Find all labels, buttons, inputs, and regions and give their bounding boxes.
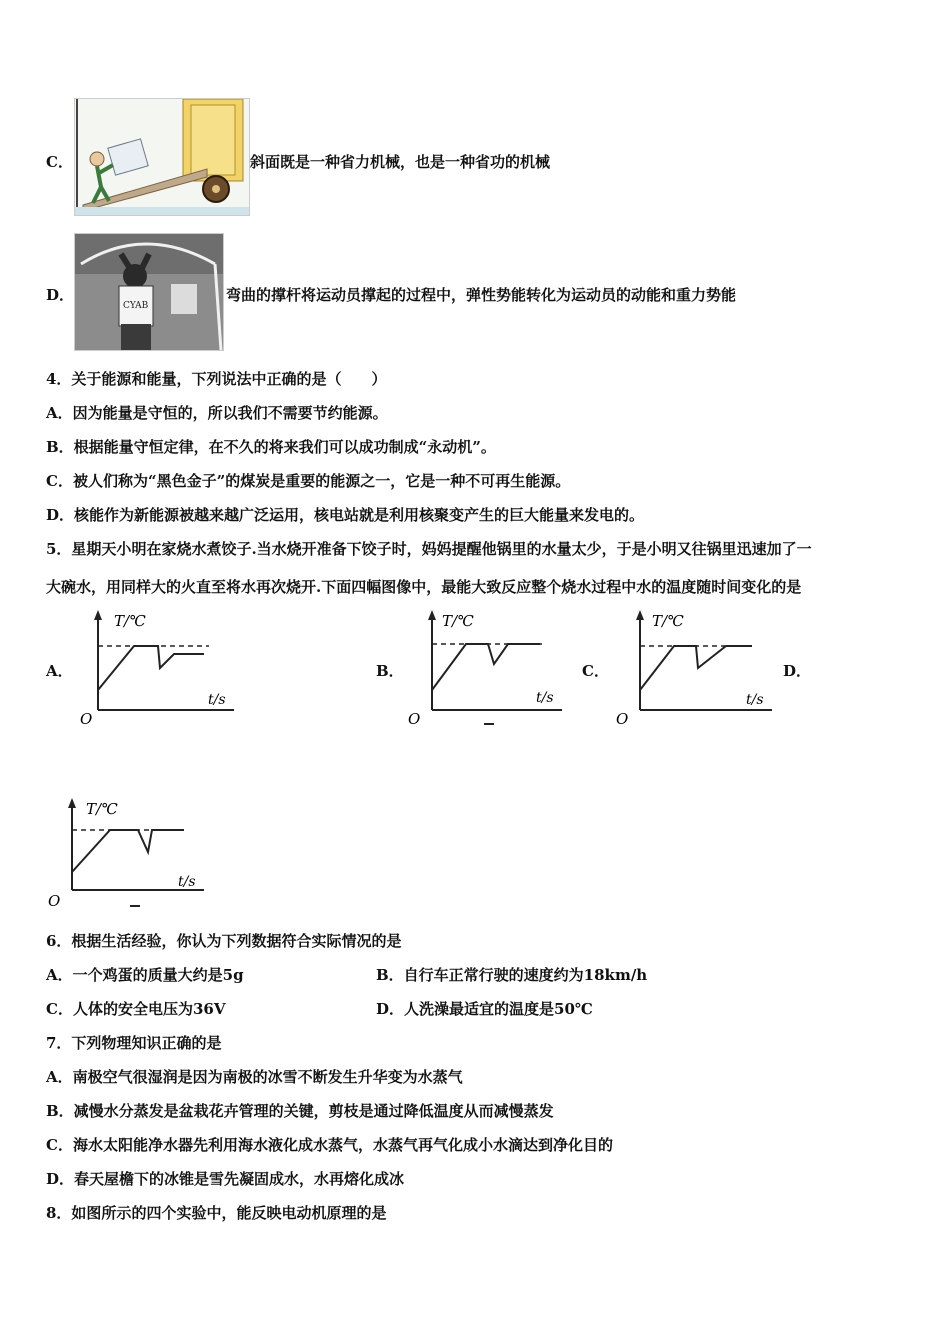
graph-b-origin: O	[408, 710, 421, 728]
graph-d	[44, 794, 214, 918]
graph-d-curve	[72, 830, 184, 872]
graph-c	[612, 606, 782, 730]
q8-stem: 8．如图所示的四个实验中，能反映电动机原理的是	[46, 1204, 387, 1222]
incline-cart-image	[74, 98, 250, 216]
graph-a-curve	[98, 646, 204, 690]
q7-stem: 7．下列物理知识正确的是	[46, 1034, 222, 1052]
q3-option-d-letter: D．	[46, 286, 75, 304]
graph-b	[404, 606, 574, 730]
q4-option-c: C．被人们称为“黑色金子”的煤炭是重要的能源之一，它是一种不可再生能源。	[46, 472, 571, 490]
pole-vault-photo	[75, 234, 223, 350]
incline-cart-illustration	[75, 99, 249, 215]
svg-text:CYAB: CYAB	[123, 301, 149, 311]
q5-option-a-letter: A．	[46, 662, 73, 680]
q5-stem-line2: 大碗水，用同样大的火直至将水再次烧开.下面四幅图像中，最能大致反应整个烧水过程中水的温度随时间变化的是	[46, 578, 802, 596]
q6-option-c: C．人体的安全电压为36V	[46, 1000, 226, 1018]
graph-a	[74, 606, 244, 730]
graph-b-x-label: t/s	[536, 690, 554, 706]
q5-stem-line1: 5．星期天小明在家烧水煮饺子.当水烧开准备下饺子时，妈妈提醒他锅里的水量太少，于是小明又往锅里迅速加了一	[46, 540, 812, 558]
q3-option-c-text: 斜面既是一种省力机械，也是一种省功的机械	[250, 153, 551, 171]
q4-option-d: D．核能作为新能源被越来越广泛运用，核电站就是利用核聚变产生的巨大能量来发电的。	[46, 506, 645, 524]
graph-c-origin: O	[616, 710, 629, 728]
graph-a-x-label: t/s	[208, 692, 226, 708]
graph-a-y-label: T/℃	[114, 612, 146, 630]
q7-option-b: B．减慢水分蒸发是盆栽花卉管理的关键，剪枝是通过降低温度从而减慢蒸发	[46, 1102, 554, 1120]
graph-d-origin: O	[48, 892, 61, 910]
q5-option-c-letter: C．	[582, 662, 609, 680]
graph-a-origin: O	[80, 710, 93, 728]
q6-option-b: B．自行车正常行驶的速度约为18km/h	[376, 966, 648, 984]
graph-b-y-label: T/℃	[442, 612, 474, 630]
graph-c-y-label: T/℃	[652, 612, 684, 630]
graph-d-y-label: T/℃	[86, 800, 118, 818]
graph-d-x-label: t/s	[178, 874, 196, 890]
q6-stem: 6．根据生活经验，你认为下列数据符合实际情况的是	[46, 932, 402, 950]
q5-option-d-letter: D．	[783, 662, 812, 680]
q4-option-a: A．因为能量是守恒的，所以我们不需要节约能源。	[46, 404, 388, 422]
q6-option-d: D．人洗澡最适宜的温度是50℃	[376, 1000, 593, 1018]
graph-c-curve	[640, 646, 752, 690]
graph-c-x-label: t/s	[746, 692, 764, 708]
q3-option-c-letter: C．	[46, 153, 73, 171]
graph-b-curve	[432, 644, 540, 690]
q4-stem: 4．关于能源和能量，下列说法中正确的是（ ）	[46, 370, 387, 388]
q7-option-d: D．春天屋檐下的冰锥是雪先凝固成水，水再熔化成冰	[46, 1170, 405, 1188]
q6-option-a: A．一个鸡蛋的质量大约是5g	[46, 966, 244, 984]
q7-option-a: A．南极空气很湿润是因为南极的冰雪不断发生升华变为水蒸气	[46, 1068, 463, 1086]
q5-option-b-letter: B．	[376, 662, 404, 680]
pole-vault-image	[74, 233, 224, 351]
q7-option-c: C．海水太阳能净水器先利用海水液化成水蒸气，水蒸气再气化成小水滴达到净化目的	[46, 1136, 613, 1154]
q4-option-b: B．根据能量守恒定律，在不久的将来我们可以成功制成“永动机”。	[46, 438, 496, 456]
q3-option-d-text: 弯曲的撑杆将运动员撑起的过程中，弹性势能转化为运动员的动能和重力势能	[226, 286, 737, 304]
